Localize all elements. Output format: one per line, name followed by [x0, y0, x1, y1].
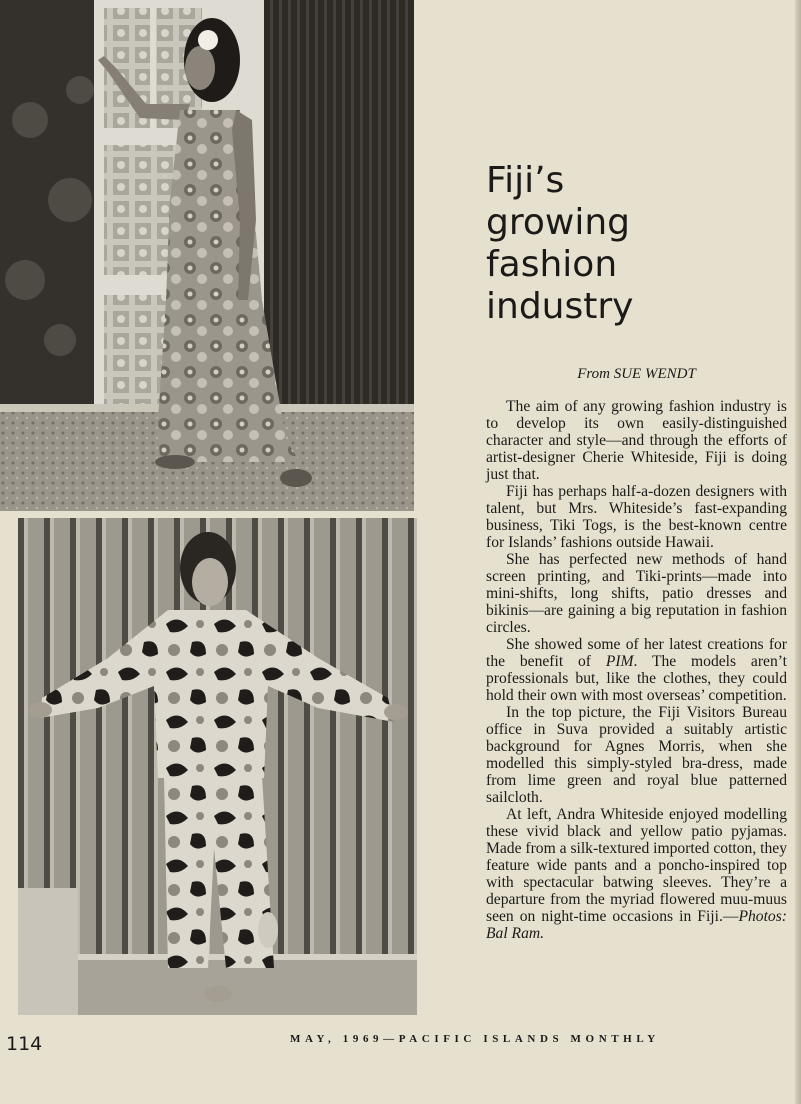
- photo-model-patio-pyjamas: [18, 518, 417, 1015]
- page-edge: [795, 0, 801, 1104]
- paragraph-6: At left, Andra Whiteside enjoyed modelling these vivid black and yellow patio pyjamas. Made from a silk-textured imported cotton, they feature wide pants and a poncho-inspired top with spectacular batwing sleeves. They’re a departure from the myriad flowered muu-muus seen on night-time occasions in Fiji.—Photos: Bal Ram.: [486, 806, 787, 942]
- headline: [486, 160, 706, 328]
- article-body: [486, 398, 787, 942]
- paragraph-1: The aim of any growing fashion industry is to develop its own easily-distinguished character and style—and through the efforts of artist-designer Cherie Whiteside, Fiji is doing just that.: [486, 398, 787, 483]
- photo-model-bra-dress: [0, 0, 414, 511]
- paragraph-5: In the top picture, the Fiji Visitors Bureau office in Suva provided a suitably artistic background for Agnes Morris, when she modelled this simply-styled bra-dress, made from lime green and royal blue patterned sailcloth.: [486, 704, 787, 806]
- paragraph-2: Fiji has perhaps half-a-dozen designers with talent, but Mrs. Whiteside’s fast-expanding business, Tiki Togs, is the best-known centre for Islands’ fashions outside Hawaii.: [486, 483, 787, 551]
- headline-line-4: industry: [486, 286, 634, 327]
- paragraph-4: She showed some of her latest creations for the benefit of PIM. The models aren’t professionals but, like the clothes, they could hold their own with most overseas’ competition.: [486, 636, 787, 704]
- publication-name: PIM: [605, 653, 634, 670]
- paragraph-3: She has perfected new methods of hand screen printing, and Tiki-prints—made into mini-shifts, long shifts, patio dresses and bikinis—are gaining a big reputation in fashion circles.: [486, 551, 787, 636]
- page-footer: [0, 1030, 801, 1060]
- headline-line-2: growing: [486, 202, 630, 243]
- page-number: 114: [6, 1033, 43, 1055]
- byline: From SUE WENDT: [577, 366, 696, 382]
- running-footer: MAY, 1969—PACIFIC ISLANDS MONTHLY: [290, 1033, 660, 1045]
- photo-credit: Photos: [738, 908, 782, 925]
- headline-line-3: fashion: [486, 244, 618, 285]
- headline-line-1: Fiji’s: [486, 160, 565, 201]
